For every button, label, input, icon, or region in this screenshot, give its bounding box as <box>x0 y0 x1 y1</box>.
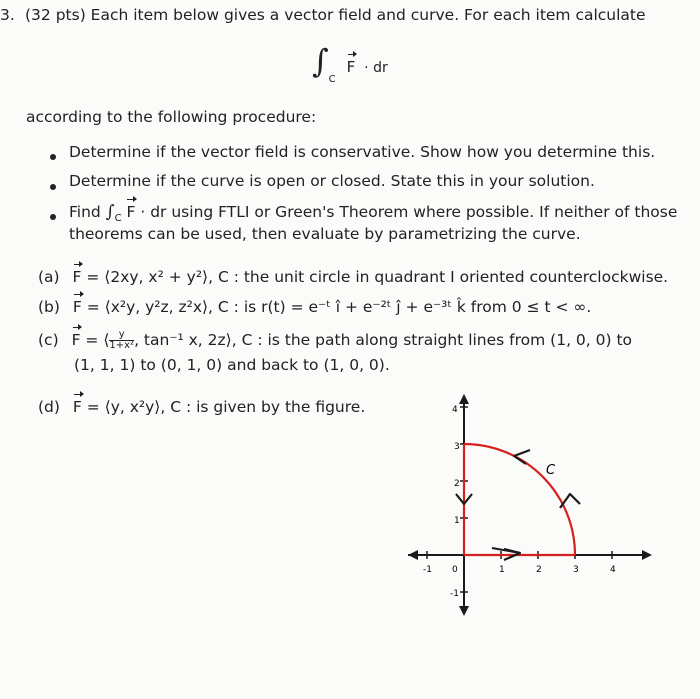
small-integral-sign: ∫ <box>105 202 115 222</box>
vector-F: F <box>72 268 82 286</box>
vector-F: F <box>72 398 82 416</box>
y-axis-down-arrow <box>459 606 469 616</box>
vector-F: F <box>72 298 82 316</box>
bullet-find-integral-cont: theorems can be used, then evaluate by parametrizing the curve. <box>69 225 581 243</box>
bullet-dot <box>50 184 56 190</box>
y-tick-label: 3 <box>454 442 460 452</box>
x-tick-label: 0 <box>452 565 458 575</box>
item-d: (d) F = ⟨y, x²y⟩, C : is given by the figure. <box>38 398 366 416</box>
x-tick-label: 3 <box>573 565 579 575</box>
problem-number: 3. <box>0 6 15 24</box>
vector-F: F <box>71 331 81 349</box>
y-tick-label: 1 <box>454 516 460 526</box>
x-tick-label: 4 <box>610 565 616 575</box>
integral-subscript: C <box>328 74 336 85</box>
problem-header: (32 pts) Each item below gives a vector field and curve. For each item calculate <box>25 6 646 24</box>
orientation-arrow-left <box>514 450 530 464</box>
bullet-open-closed: Determine if the curve is open or closed. State this in your solution. <box>69 172 595 190</box>
x-tick-label: 1 <box>499 565 505 575</box>
line-integral <box>312 42 388 85</box>
fraction: $\frac{y}{\text{1+x²}}$ <box>109 329 135 351</box>
bullet-conservative: Determine if the vector field is conservative. Show how you determine this. <box>69 143 656 161</box>
curve-label: C <box>546 463 556 478</box>
dot-dr: · dr <box>364 60 388 76</box>
item-c: (c) F = ⟨ $\frac{y}{\text{1+x²}}$ , tan⁻¹ x, 2z⟩, C : is the path along straight lines from (1, 0, 0) to <box>38 329 633 351</box>
y-tick-label: -1 <box>450 589 459 599</box>
bullet-dot <box>50 154 56 160</box>
curve-figure <box>400 390 660 620</box>
x-tick-label: -1 <box>423 565 432 575</box>
item-c-cont: (1, 1, 1) to (0, 1, 0) and back to (1, 0, 0). <box>74 356 390 374</box>
procedure-intro: according to the following procedure: <box>26 108 317 126</box>
integral-sign: ∫ <box>312 42 329 80</box>
x-tick-label: 2 <box>536 565 542 575</box>
y-tick-label: 4 <box>452 405 458 415</box>
y-tick-label: 2 <box>454 479 460 489</box>
item-b: (b) F = ⟨x²y, y²z, z²x⟩, C : is r(t) = e⁻ᵗ î + e⁻²ᵗ ĵ + e⁻³ᵗ k̂ from 0 ≤ t < ∞. <box>38 298 592 316</box>
item-a: (a) F = ⟨2xy, x² + y²⟩, C : the unit circle in quadrant I oriented counterclockwise. <box>38 268 669 286</box>
bullet-dot <box>50 214 56 220</box>
x-axis-right-arrow <box>642 550 652 560</box>
vector-F: F <box>346 58 356 76</box>
y-axis-up-arrow <box>459 394 469 404</box>
x-axis-left-arrow <box>408 550 418 560</box>
bullet-find-integral: Find $\int_C$ F · dr using FTLI or Green's Theorem where possible. If neither of those <box>69 202 678 224</box>
